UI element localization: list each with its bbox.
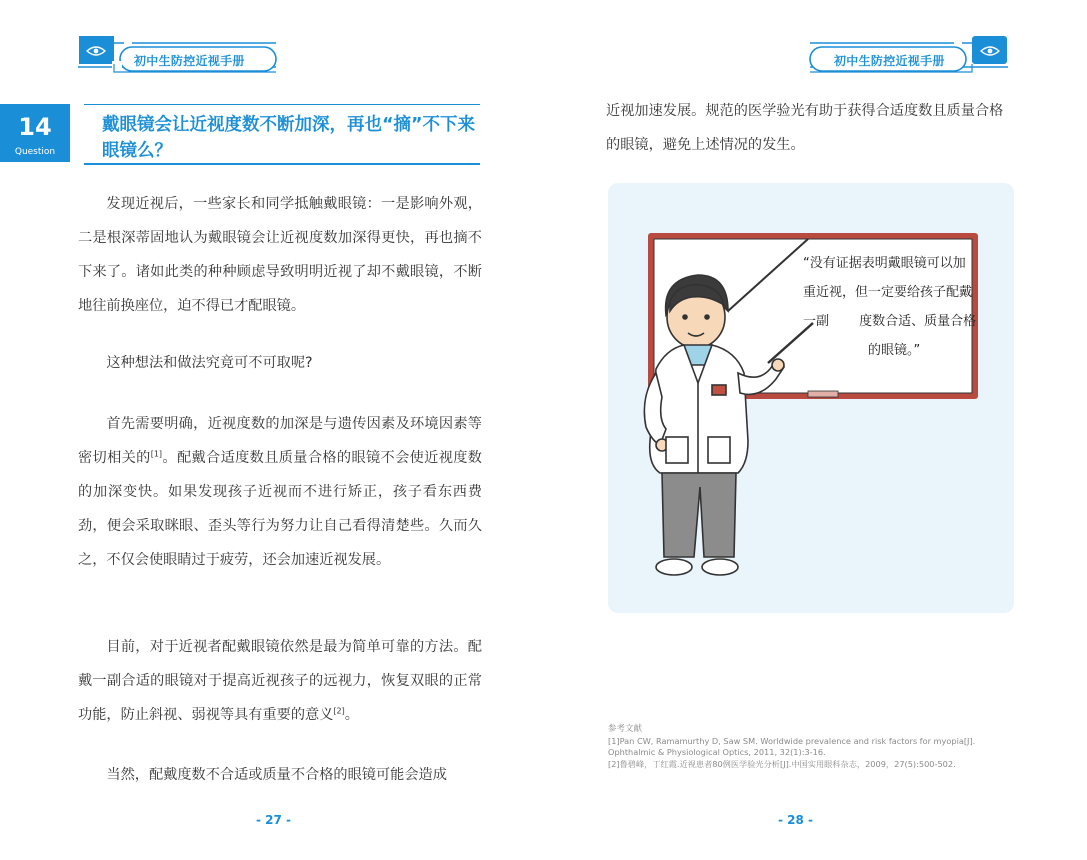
quote-line-2: 重近视，但一定要给孩子配戴 bbox=[803, 285, 973, 300]
question-number: 14 bbox=[18, 113, 52, 141]
heading-rule-top bbox=[84, 104, 480, 105]
running-header-right bbox=[806, 34, 1010, 74]
eye-icon bbox=[980, 45, 1000, 57]
paragraph-1: 发现近视后，一些家长和同学抵触戴眼镜：一是影响外观，二是根深蒂固地认为戴眼镜会让近视度数加深得更快，再也摘不下来了。诸如此类的种种顾虑导致明明近视了却不戴眼镜，不断地往前换座位，迫不得已才配眼镜。 bbox=[78, 196, 482, 314]
quote-line-3: 一副 度数合适、质量合格 bbox=[803, 314, 977, 329]
question-number-badge bbox=[0, 104, 70, 162]
running-header-left bbox=[76, 34, 280, 74]
paragraph-5: 当然，配戴度数不合适或质量不合格的眼镜可能会造成 bbox=[106, 767, 447, 783]
illustration-canvas bbox=[608, 183, 1014, 613]
references bbox=[608, 724, 1015, 770]
heading-rule-bottom bbox=[84, 163, 480, 165]
page-number-left: - 27 - bbox=[256, 813, 292, 827]
whiteboard-quote bbox=[803, 249, 1018, 365]
header-title: 初中生防控近视手册 bbox=[134, 54, 245, 68]
reference-1: [1]Pan CW, Ramamurthy D, Saw SM. Worldwide prevalence and risk factors for myopia[J]. Ophthalmic & Physiological Optics, 2011, 32(1):3-16. bbox=[608, 735, 976, 757]
question-label: Question bbox=[14, 147, 56, 157]
continued-paragraph: 近视加速发展。规范的医学验光有助于获得合适度数且质量合格的眼镜，避免上述情况的发生。 bbox=[606, 103, 1004, 153]
citation-2: [2] bbox=[333, 706, 345, 716]
paragraph-3 bbox=[78, 407, 482, 577]
page-left bbox=[0, 0, 543, 860]
page-number-right: - 28 - bbox=[778, 813, 814, 827]
page-right bbox=[544, 0, 1087, 860]
doctor-illustration bbox=[608, 183, 1014, 613]
citation-1: [1] bbox=[150, 449, 163, 459]
eye-icon bbox=[86, 45, 106, 57]
references-heading: 参考文献 bbox=[608, 724, 643, 734]
paragraph-4 bbox=[78, 630, 482, 732]
paragraph-3-text-b: 。配戴合适度数且质量合格的眼镜不会使近视度数的加深变快。如果发现孩子近视而不进行矫正，孩子看东西费劲，便会采取眯眼、歪头等行为努力让自己看得清楚些。久而久之，不仅会使眼睛过于疲劳，还会加速近视发展。 bbox=[78, 450, 482, 568]
quote-line-4: 的眼镜。” bbox=[803, 343, 921, 358]
paragraph-4-text-a: 目前，对于近视者配戴眼镜依然是最为简单可靠的方法。配戴一副合适的眼镜对于提高近视孩子的远视力，恢复双眼的正常功能，防止斜视、弱视等具有重要的意义 bbox=[78, 639, 482, 723]
reference-2: [2]鲁碧峰，丁红霞.近视患者80例医学验光分析[J].中国实用眼科杂志，2009，27(5):500-502. bbox=[608, 758, 956, 769]
question-title: 戴眼镜会让近视度数不断加深，再也“摘”不下来眼镜么？ bbox=[102, 115, 476, 161]
header-title: 初中生防控近视手册 bbox=[834, 54, 945, 68]
paragraph-2: 这种想法和做法究竟可不可取呢? bbox=[106, 355, 313, 371]
paragraph-4-text-b: 。 bbox=[344, 707, 359, 723]
quote-line-1: “没有证据表明戴眼镜可以加 bbox=[803, 256, 966, 271]
paragraph-3-text-a: 首先需要明确，近视度数的加深是与遗传因素及环境因素等密切相关的 bbox=[78, 416, 482, 466]
